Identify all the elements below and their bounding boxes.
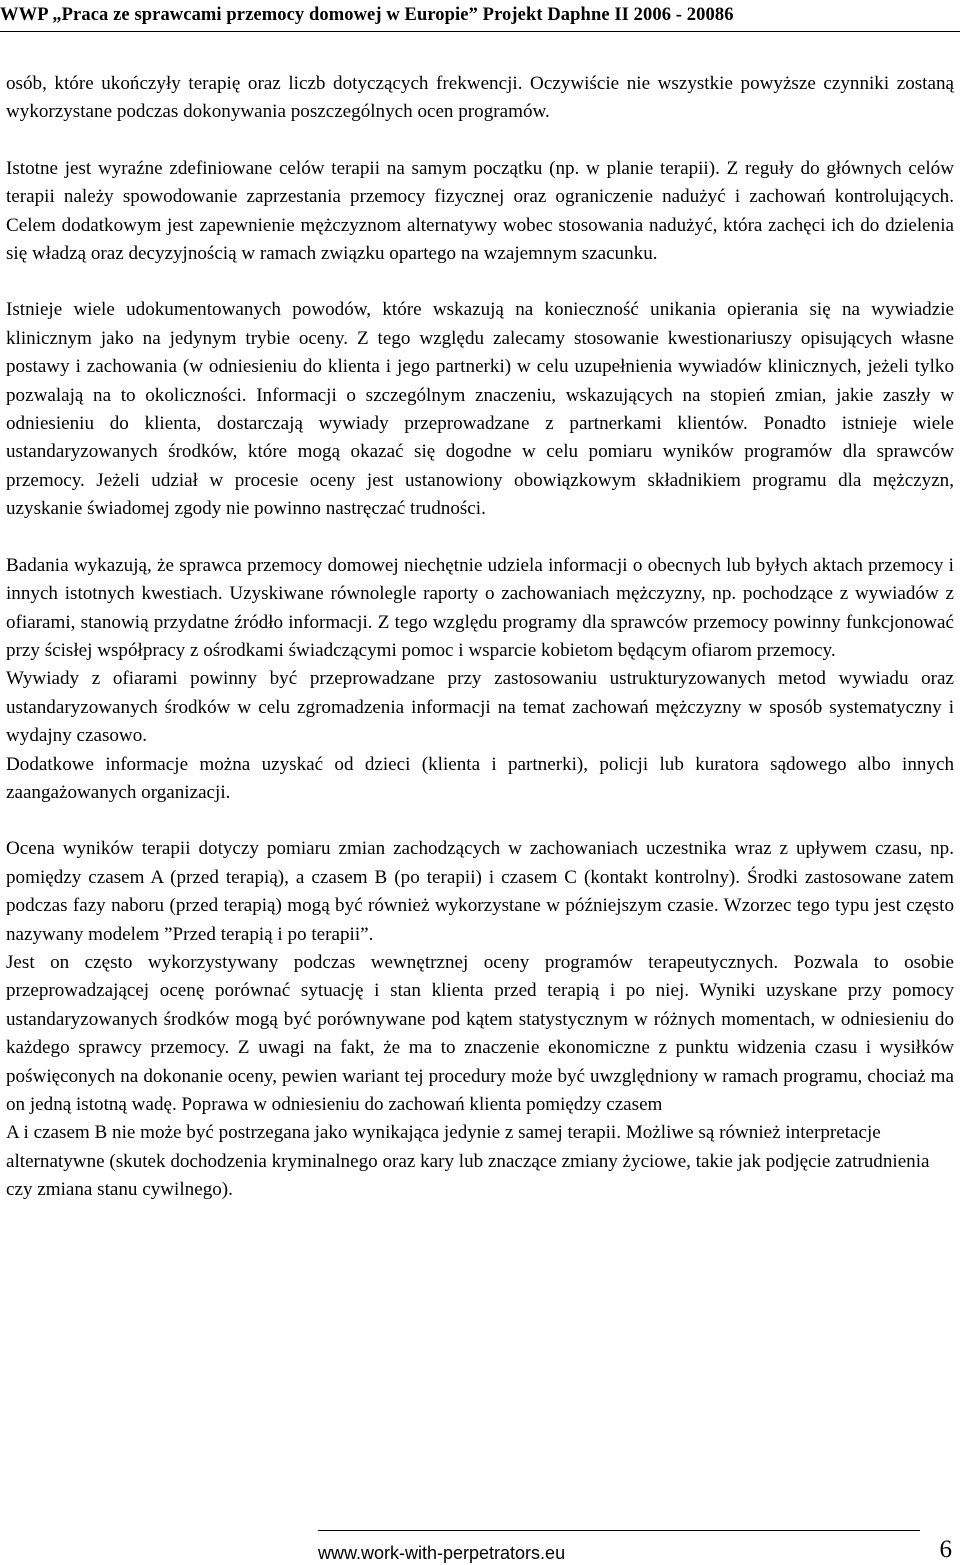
paragraph-gap bbox=[6, 127, 954, 155]
document-body bbox=[6, 70, 954, 1205]
footer-url[interactable]: www.work-with-perpetrators.eu bbox=[318, 1543, 566, 1563]
paragraph: Istotne jest wyraźne zdefiniowane celów terapii na samym początku (np. w planie terapii). Z reguły do głównych celów terapii należy spowodowanie zaprzestania przemocy fizycznej oraz ograniczenie nadużyć i zachowań kontrolujących. Celem dodatkowym jest zapewnienie mężczyznom alternatywy wobec stosowania nadużyć, która zachęci ich do dzielenia się władzą oraz decyzyjnością w ramach związku opartego na wzajemnym szacunku. bbox=[6, 157, 954, 265]
paragraph-gap bbox=[6, 268, 954, 296]
paragraph: osób, które ukończyły terapię oraz liczb dotyczących frekwencji. Oczywiście nie wszystkie powyższe czynniki zostaną wykorzystane podczas dokonywania poszczególnych ocen programów. bbox=[6, 73, 954, 123]
paragraph: Wywiady z ofiarami powinny być przeprowadzane przy zastosowaniu ustrukturyzowanych metod wywiadu oraz ustandaryzowanych środków w celu zgromadzenia informacji na temat zachowań mężczyzny w sposób systematyczny i wydajny czasowo. bbox=[6, 668, 954, 747]
paragraph-gap bbox=[6, 807, 954, 835]
running-header bbox=[0, 0, 960, 30]
paragraph: Jest on często wykorzystywany podczas wewnętrznej oceny programów terapeutycznych. Pozwala to osobie przeprowadzającej ocenę porównać sytuację i stan klienta przed terapią i po niej. Wyniki uzyskane przy pomocy ustandaryzowanych środków mogą być porównywane pod kątem statystycznym w różnych momentach, w odniesieniu do każdego sprawcy przemocy. Z uwagi na fakt, że ma to znaczenie ekonomiczne z punktu widzenia czasu i wysiłków poświęconych na dokonanie oceny, pewien wariant tej procedury może być uwzględniony w ramach programu, chociaż ma on jedną istotną wadę. Poprawa w odniesieniu do zachowań klienta pomiędzy czasem bbox=[6, 951, 954, 1115]
paragraph: Badania wykazują, że sprawca przemocy domowej niechętnie udziela informacji o obecnych lub byłych aktach przemocy i innych istotnych kwestiach. Uzyskiwane równolegle raporty o zachowaniach mężczyzny, np. pochodzące z wywiadów z ofiarami, stanowią przydatne źródło informacji. Z tego względu programy dla sprawców przemocy powinny funkcjonować przy ścisłej współpracy z ośrodkami świadczącymi pomoc i wsparcie kobietom będącym ofiarom przemocy. bbox=[6, 554, 954, 661]
paragraph: Dodatkowe informacje można uzyskać od dzieci (klienta i partnerki), policji lub kuratora sądowego albo innych zaangażowanych organizacji. bbox=[6, 753, 954, 803]
paragraph: Ocena wyników terapii dotyczy pomiaru zmian zachodzących w zachowaniach uczestnika wraz z upływem czasu, np. pomiędzy czasem A (przed terapią), a czasem B (po terapii) i czasem C (kontakt kontrolny). Środki zastosowane zatem podczas fazy naboru (przed terapią) mogą być również wykorzystane w późniejszym czasie. Wzorzec tego typu jest często nazywany modelem ”Przed terapią i po terapii”. bbox=[6, 838, 954, 945]
footer-divider bbox=[318, 1530, 920, 1531]
header-title: WWP „Praca ze sprawcami przemocy domowej w Europie” Projekt Daphne II 2006 - 20086 bbox=[0, 5, 734, 25]
header-divider bbox=[0, 31, 960, 32]
page-number: 6 bbox=[939, 1536, 952, 1563]
paragraph: Istnieje wiele udokumentowanych powodów, które wskazują na konieczność unikania opierania się na wywiadzie klinicznym jako na jedynym trybie oceny. Z tego względu zalecamy stosowanie kwestionariuszy opisujących własne postawy i zachowania (w odniesieniu do klienta i jego partnerki) w celu uzupełnienia wywiadów klinicznych, jeżeli tylko pozwalają na to okoliczności. Informacji o szczególnym znaczeniu, wskazujących na stopień zmian, jakie zaszły w odniesieniu do klienta, dostarczają wywiady przeprowadzane z partnerkami klientów. Ponadto istnieje wiele ustandaryzowanych środków, które mogą okazać się dogodne w celu pomiaru wyników programów dla sprawców przemocy. Jeżeli udział w procesie oceny jest ustanowiony obowiązkowym składnikiem programu dla mężczyzn, uzyskanie świadomej zgody nie powinno nastręczać trudności. bbox=[6, 299, 954, 520]
paragraph: A i czasem B nie może być postrzegana jako wynikająca jedynie z samej terapii. Możliwe są również interpretacje alternatywne (skutek dochodzenia kryminalnego oraz kary lub znaczące zmiany życiowe, takie jak podjęcie zatrudnienia czy zmiana stanu cywilnego). bbox=[6, 1122, 930, 1201]
paragraph-gap bbox=[6, 524, 954, 552]
